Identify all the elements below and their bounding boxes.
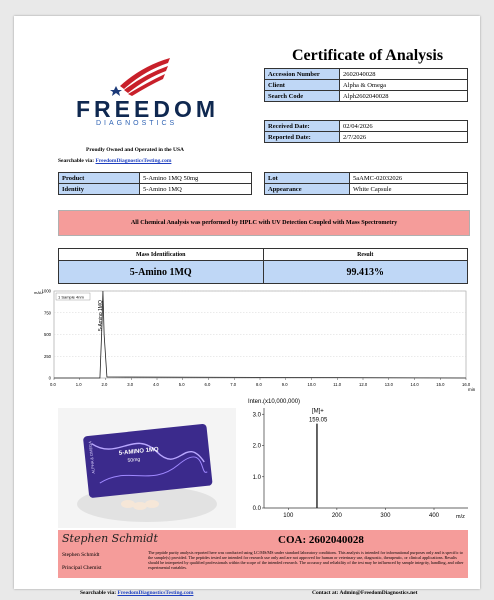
product-photo — [58, 408, 236, 528]
vial-label-text: 5-AMINO 1MQ — [118, 446, 160, 457]
x-tick-label: 16.0 — [462, 382, 471, 387]
field-value: 02/04/2026 — [340, 121, 468, 132]
table-row — [59, 249, 468, 261]
y-tick-label: 750 — [44, 310, 51, 316]
sample-label: 1 Sample 4nm — [58, 294, 84, 300]
product-table — [58, 172, 252, 195]
y-tick-label: 500 — [44, 332, 51, 337]
chemist-role: Principal Chemist — [62, 565, 102, 571]
chromatogram-frame — [54, 291, 466, 378]
mass-identification-value: 5-Amino 1MQ — [59, 261, 264, 284]
y-tick-label: 0 — [48, 375, 51, 381]
results-header-mass: Mass Identification — [59, 249, 264, 261]
page-title: Certificate of Analysis — [292, 47, 444, 64]
table-row — [59, 173, 252, 184]
y-tick-label: 250 — [44, 353, 51, 359]
x-tick-label: 10.0 — [307, 382, 316, 387]
x-tick-label: 3.0 — [127, 382, 134, 387]
spectrum-title: Inten.(x10,000,000) — [248, 399, 301, 405]
contact-email[interactable]: Admin@FreedomDiagnostics.net — [339, 590, 418, 596]
x-tick-label: 15.0 — [436, 382, 445, 387]
searchable-link-bottom[interactable]: FreedomDiagnosticsTesting.com — [117, 590, 194, 596]
table-row — [265, 80, 468, 91]
x-tick-label: 2.0 — [101, 382, 108, 387]
field-label: Accession Number — [265, 69, 340, 80]
chromatogram-trace — [54, 291, 466, 378]
vial-brand-text: ALPHA & OMEGA — [87, 440, 96, 474]
results-header-result: Result — [263, 249, 468, 261]
table-row — [265, 121, 468, 132]
brand-subtitle: DIAGNOSTICS — [96, 120, 178, 127]
field-value: 5-Amino 1MQ — [140, 184, 252, 195]
field-label: Appearance — [265, 184, 350, 195]
field-label: Lot — [265, 173, 350, 184]
results-table — [58, 248, 468, 284]
x-tick-label: 200 — [331, 513, 342, 519]
signature: Stephen Schmidt — [62, 532, 158, 545]
field-label: Received Date: — [265, 121, 340, 132]
contact-prefix: Contact at: — [312, 590, 339, 596]
searchable-prefix: Searchable via: — [58, 158, 95, 164]
x-tick-label: 13.0 — [384, 382, 393, 387]
x-tick-label: 14.0 — [410, 382, 419, 387]
x-tick-label: 6.0 — [204, 382, 211, 387]
x-tick-label: 12.0 — [359, 382, 368, 387]
x-tick-label: 1.0 — [75, 382, 82, 387]
table-row — [265, 69, 468, 80]
method-banner: All Chemical Analysis was performed by HPLC with UV Detection Coupled with Mass Spectrometry — [58, 210, 470, 236]
certificate-page — [14, 16, 480, 596]
dates-table — [264, 120, 468, 143]
info-table — [264, 68, 468, 102]
field-value: 2602040028 — [340, 69, 468, 80]
field-value: 2/7/2026 — [340, 132, 468, 143]
hplc-chromatogram — [34, 288, 474, 398]
vial-label-dose: 50mg — [127, 456, 141, 464]
peak-label: 5-Amino 1MQ — [97, 300, 104, 331]
field-label: Reported Date: — [265, 132, 340, 143]
field-value: 5-Amino 1MQ 50mg — [140, 173, 252, 184]
table-row — [265, 184, 468, 195]
vial-label — [83, 424, 213, 499]
table-row — [265, 91, 468, 102]
x-tick-label: 7.0 — [230, 382, 237, 387]
y-tick-label: 3.0 — [252, 412, 261, 419]
y-tick-label: 2.0 — [252, 443, 261, 450]
chromatogram-x-unit: min — [468, 387, 476, 392]
brand-name: FREEDOM — [76, 96, 219, 122]
y-unit-label: mAU — [34, 290, 43, 295]
freedom-stripes-logo — [112, 56, 172, 96]
table-row — [265, 173, 468, 184]
field-label: Search Code — [265, 91, 340, 102]
field-label: Client — [265, 80, 340, 91]
x-tick-label: 400 — [428, 513, 440, 519]
coa-number: COA: 2602040028 — [278, 534, 364, 546]
lot-table — [264, 172, 468, 195]
x-tick-label: 5.0 — [178, 382, 185, 387]
x-tick-label: 100 — [283, 513, 294, 519]
peak-ion-label: [M]+ — [311, 408, 324, 415]
x-tick-label: 0.0 — [50, 382, 56, 387]
y-tick-label: 0.0 — [252, 506, 261, 512]
chemist-name: Stephen Schmidt — [62, 552, 100, 558]
field-value: 5aAMC-02032026 — [350, 173, 468, 184]
x-tick-label: 9.0 — [281, 382, 288, 387]
x-tick-label: 11.0 — [333, 382, 342, 387]
y-tick-label: 1000 — [41, 288, 51, 294]
field-value: Alpha & Omega — [340, 80, 468, 91]
table-row — [59, 184, 252, 195]
searchable-line-top — [58, 158, 171, 164]
owned-tagline: Proudly Owned and Operated in the USA — [86, 147, 184, 153]
searchable-prefix: Searchable via: — [80, 590, 117, 596]
field-label: Identity — [59, 184, 140, 195]
peak-mz-label: 159.05 — [308, 417, 328, 424]
contact-line — [312, 590, 417, 596]
spectrum-x-label: m/z — [456, 514, 465, 520]
searchable-link-top[interactable]: FreedomDiagnosticsTesting.com — [95, 158, 172, 164]
footer-bar — [80, 590, 460, 596]
mass-spectrum-chart — [242, 396, 482, 524]
x-tick-label: 4.0 — [153, 382, 159, 387]
x-tick-label: 300 — [380, 513, 391, 519]
field-value: Alph2602040028 — [340, 91, 468, 102]
purity-result-value: 99.413% — [263, 261, 468, 284]
x-tick-label: 8.0 — [256, 382, 262, 387]
table-row — [265, 132, 468, 143]
disclaimer-text: The peptide purity analysis reported here was conducted using LC/MS/MS under standard laboratory conditions. This analysis is intended for informational purposes only and is specific to the sample(s) provided. The peptides tested are intended for research use only and are not approved for human or veterinary use, diagnostic, therapeutic, or clinical applications. Results should be interpreted by qualified professionals within the scope of the intended research. The accuracy and reliability of the test may be influenced by sample integrity, handling, and other experimental variables. — [148, 550, 464, 570]
y-tick-label: 1.0 — [252, 474, 261, 481]
table-row — [59, 261, 468, 284]
field-value: White Capsule — [350, 184, 468, 195]
field-label: Product — [59, 173, 140, 184]
